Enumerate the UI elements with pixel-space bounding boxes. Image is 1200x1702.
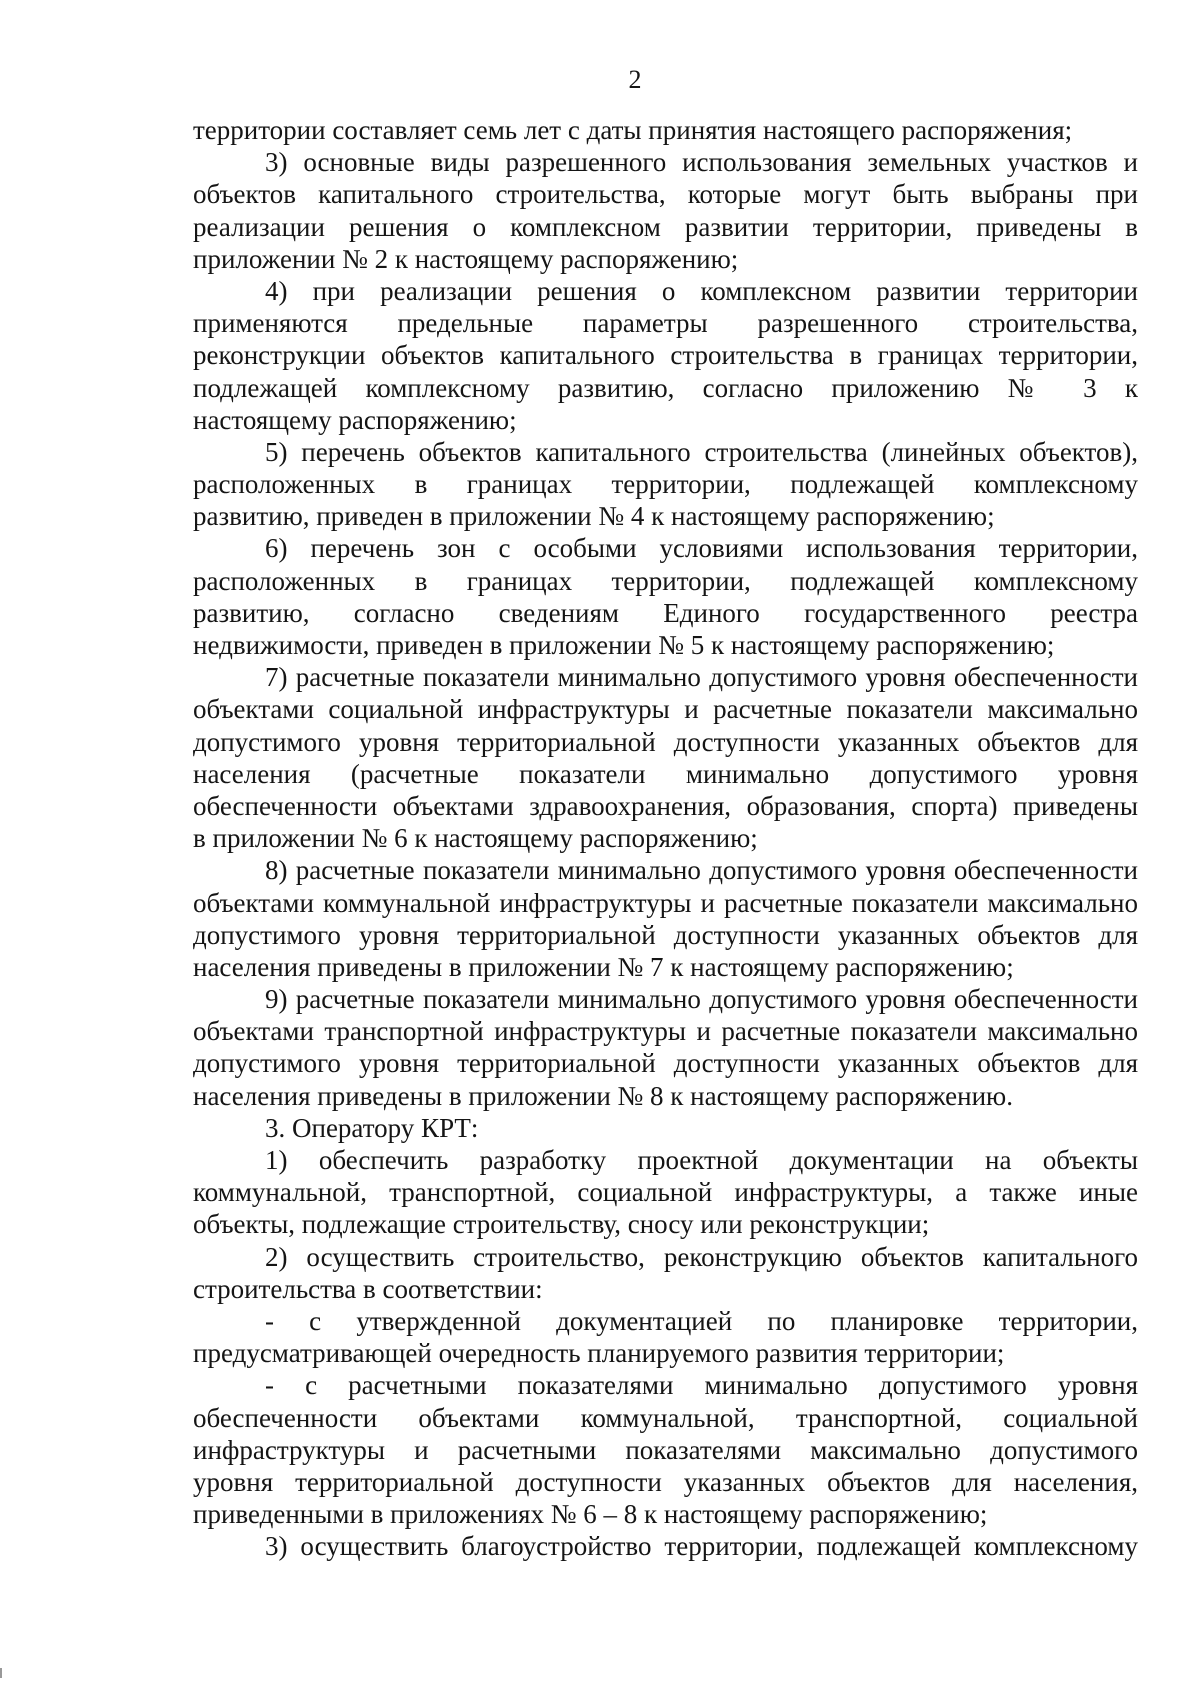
text-line: расположенных в границах территории, подлежащей комплексному	[193, 469, 1138, 500]
text-line: реконструкции объектов капитального строительства в границах территории,	[193, 340, 1138, 371]
text-line: территории составляет семь лет с даты принятия настоящего распоряжения;	[193, 115, 1073, 145]
text-line: настоящему распоряжению;	[193, 404, 517, 435]
text-line: 4) при реализации решения о комплексном развитии территории	[265, 275, 1138, 306]
text-line: подлежащей комплексному развитию, согласно приложению № 3 к	[193, 372, 1138, 403]
text-line: строительства в соответствии:	[193, 1273, 543, 1304]
text-line: 5) перечень объектов капитального строительства (линейных объектов),	[265, 436, 1138, 467]
text-line: - с утвержденной документацией по планировке территории,	[265, 1305, 1138, 1336]
text-line: предусматривающей очередность планируемого развития территории;	[193, 1338, 1005, 1369]
text-line: 7) расчетные показатели минимально допустимого уровня обеспеченности	[265, 662, 1138, 693]
text-line: 3) основные виды разрешенного использования земельных участков и	[265, 147, 1138, 178]
text-line: уровня территориальной доступности указанных объектов для населения,	[193, 1466, 1138, 1497]
text-line: объектов капитального строительства, которые могут быть выбраны при	[193, 179, 1138, 210]
text-line: допустимого уровня территориальной доступности указанных объектов для	[193, 919, 1138, 950]
text-line: приложении № 2 к настоящему распоряжению;	[193, 243, 739, 274]
page-number: 2	[628, 65, 642, 94]
text-line: 9) расчетные показатели минимально допустимого уровня обеспеченности	[265, 984, 1138, 1015]
text-line: 8) расчетные показатели минимально допустимого уровня обеспеченности	[265, 855, 1138, 886]
text-line: приведенными в приложениях № 6 – 8 к настоящему распоряжению;	[193, 1499, 988, 1530]
text-line: в приложении № 6 к настоящему распоряжению;	[193, 823, 758, 854]
text-line: допустимого уровня территориальной доступности указанных объектов для	[193, 726, 1138, 757]
text-line: развитию, приведен в приложении № 4 к настоящему распоряжению;	[193, 501, 995, 532]
text-line: объекты, подлежащие строительству, сносу или реконструкции;	[193, 1209, 930, 1240]
text-line: применяются предельные параметры разрешенного строительства,	[193, 308, 1138, 339]
text-line: 1) обеспечить разработку проектной документации на объекты	[265, 1145, 1138, 1175]
text-line: допустимого уровня территориальной доступности указанных объектов для	[193, 1048, 1138, 1079]
text-line: населения приведены в приложении № 7 к настоящему распоряжению;	[193, 951, 1014, 982]
text-line: объектами социальной инфраструктуры и расчетные показатели максимально	[193, 694, 1138, 725]
text-line: инфраструктуры и расчетными показателями максимально допустимого	[193, 1434, 1138, 1465]
text-line: расположенных в границах территории, подлежащей комплексному	[193, 565, 1138, 596]
text-line: недвижимости, приведен в приложении № 5 к настоящему распоряжению;	[193, 630, 1055, 660]
text-line: обеспеченности объектами здравоохранения, образования, спорта) приведены	[193, 790, 1138, 821]
scan-margin-mark	[0, 1668, 2, 1678]
text-line: развитию, согласно сведениям Единого государственного реестра	[193, 597, 1138, 628]
text-line: 3. Оператору КРТ:	[265, 1112, 479, 1143]
text-line: объектами коммунальной инфраструктуры и расчетные показатели максимально	[193, 887, 1138, 918]
text-line: населения (расчетные показатели минимально допустимого уровня	[193, 758, 1138, 789]
text-line: коммунальной, транспортной, социальной инфраструктуры, а также иные	[193, 1177, 1138, 1208]
text-line: реализации решения о комплексном развитии территории, приведены в	[193, 211, 1138, 242]
document-body	[193, 114, 1138, 1562]
text-line: 2) осуществить строительство, реконструкцию объектов капитального	[265, 1241, 1138, 1272]
text-line: обеспеченности объектами коммунальной, транспортной, социальной	[193, 1402, 1138, 1433]
text-line: 3) осуществить благоустройство территории, подлежащей комплексному	[265, 1531, 1138, 1562]
text-line: объектами транспортной инфраструктуры и расчетные показатели максимально	[193, 1016, 1138, 1047]
text-line: 6) перечень зон с особыми условиями использования территории,	[265, 533, 1138, 564]
text-line: населения приведены в приложении № 8 к настоящему распоряжению.	[193, 1080, 1013, 1111]
text-line: - с расчетными показателями минимально допустимого уровня	[265, 1370, 1138, 1401]
